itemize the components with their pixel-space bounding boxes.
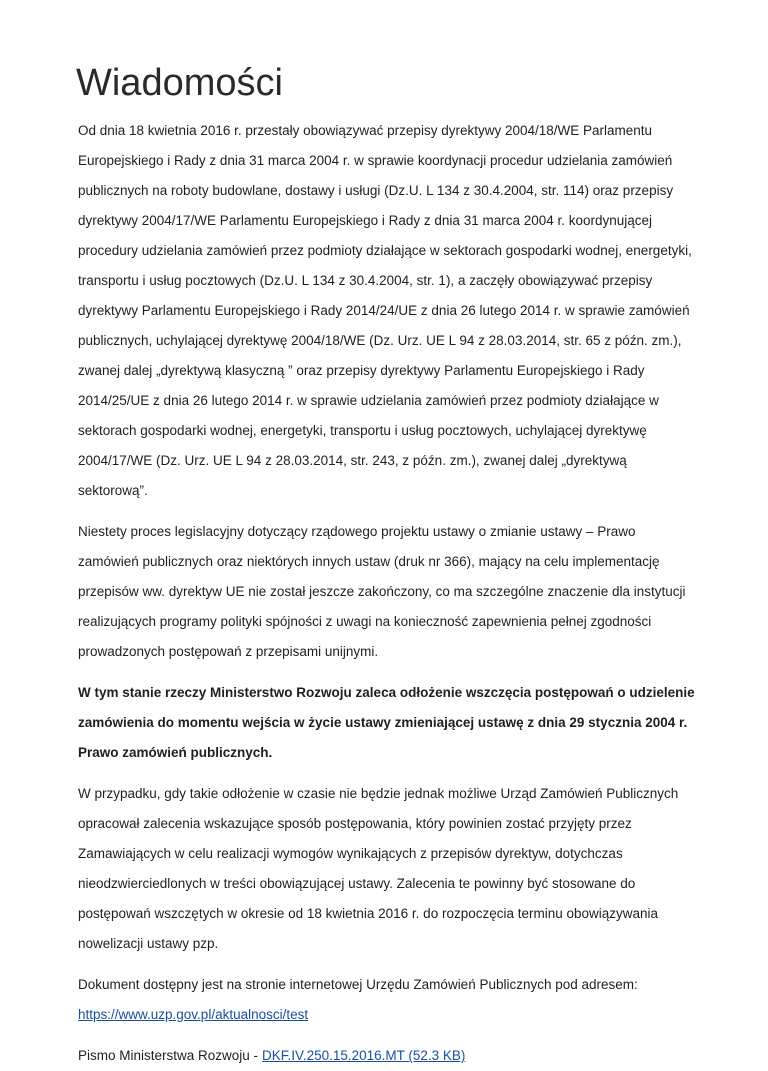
document-source-text: Dokument dostępny jest na stronie internetowej Urzędu Zamówień Publicznych pod adresem: [78, 977, 638, 992]
paragraph-letter [78, 1041, 698, 1071]
paragraph-recommendation: W tym stanie rzeczy Ministerstwo Rozwoju zaleca odłożenie wszczęcia postępowań o udzielenie zamówienia do momentu wejścia w życie ustawy zmieniającej ustawę z dnia 29 stycznia 2004 r. Prawo zamówień publicznych. [78, 685, 695, 760]
uzp-link[interactable]: https://www.uzp.gov.pl/aktualnosci/test [78, 1007, 309, 1022]
paragraph-document-source [78, 970, 698, 1030]
paragraph-directives: Od dnia 18 kwietnia 2016 r. przestały obowiązywać przepisy dyrektywy 2004/18/WE Parlamentu Europejskiego i Rady z dnia 31 marca 2004 r. w sprawie koordynacji procedur udzielania zamówień publicznych na roboty budowlane, dostawy i usługi (Dz.U. L 134 z 30.4.2004, str. 114) oraz przepisy dyrektywy 2004/17/WE Parlamentu Europejskiego i Rady z dnia 31 marca 2004 r. koordynującej procedury udzielania zamówień przez podmioty działające w sektorach gospodarki wodnej, energetyki, transportu i usług pocztowych (Dz.U. L 134 z 30.4.2004, str. 1), a zaczęły obowiązywać przepisy dyrektywy Parlamentu Europejskiego i Rady 2014/24/UE z dnia 26 lutego 2014 r. w sprawie zamówień publicznych, uchylającej dyrektywę 2004/18/WE (Dz. Urz. UE L 94 z 28.03.2014, str. 65 z późn. zm.), zwanej dalej „dyrektywą klasyczną ” oraz przepisy dyrektywy Parlamentu Europejskiego i Rady 2014/25/UE z dnia 26 lutego 2014 r. w sprawie udzielania zamówień przez podmioty działające w sektorach gospodarki wodnej, energetyki, transportu i usług pocztowych, uchylającej dyrektywę 2004/17/WE (Dz. Urz. UE L 94 z 28.03.2014, str. 243, z późn. zm.), zwanej dalej „dyrektywą sektorową”. [78, 123, 692, 498]
letter-prefix: Pismo Ministerstwa Rozwoju - [78, 1048, 259, 1063]
paragraph-guidelines: W przypadku, gdy takie odłożenie w czasie nie będzie jednak możliwe Urząd Zamówień Publicznych opracował zalecenia wskazujące sposób postępowania, który powinien zostać przyjęty przez Zamawiających w celu realizacji wymogów wynikających z przepisów dyrektyw, dotychczas nieodzwierciedlonych w treści obowiązującej ustawy. Zalecenia te powinny być stosowane do postępowań wszczętych w okresie od 18 kwietnia 2016 r. do rozpoczęcia terminu obowiązywania nowelizacji ustawy pzp. [78, 786, 679, 951]
letter-download-link[interactable]: DKF.IV.250.15.2016.MT (52.3 KB) [262, 1048, 466, 1063]
paragraph-legislation: Niestety proces legislacyjny dotyczący rządowego projektu ustawy o zmianie ustawy – Prawo zamówień publicznych oraz niektórych innych ustaw (druk nr 366), mający na celu implementację przepisów ww. dyrektyw UE nie został jeszcze zakończony, co ma szczególne znaczenie dla instytucji realizujących programy polityki spójności z uwagi na konieczność zapewnienia pełnej zgodności prowadzonych postępowań z przepisami unijnymi. [78, 524, 686, 659]
page-title: Wiadomości [76, 62, 283, 104]
